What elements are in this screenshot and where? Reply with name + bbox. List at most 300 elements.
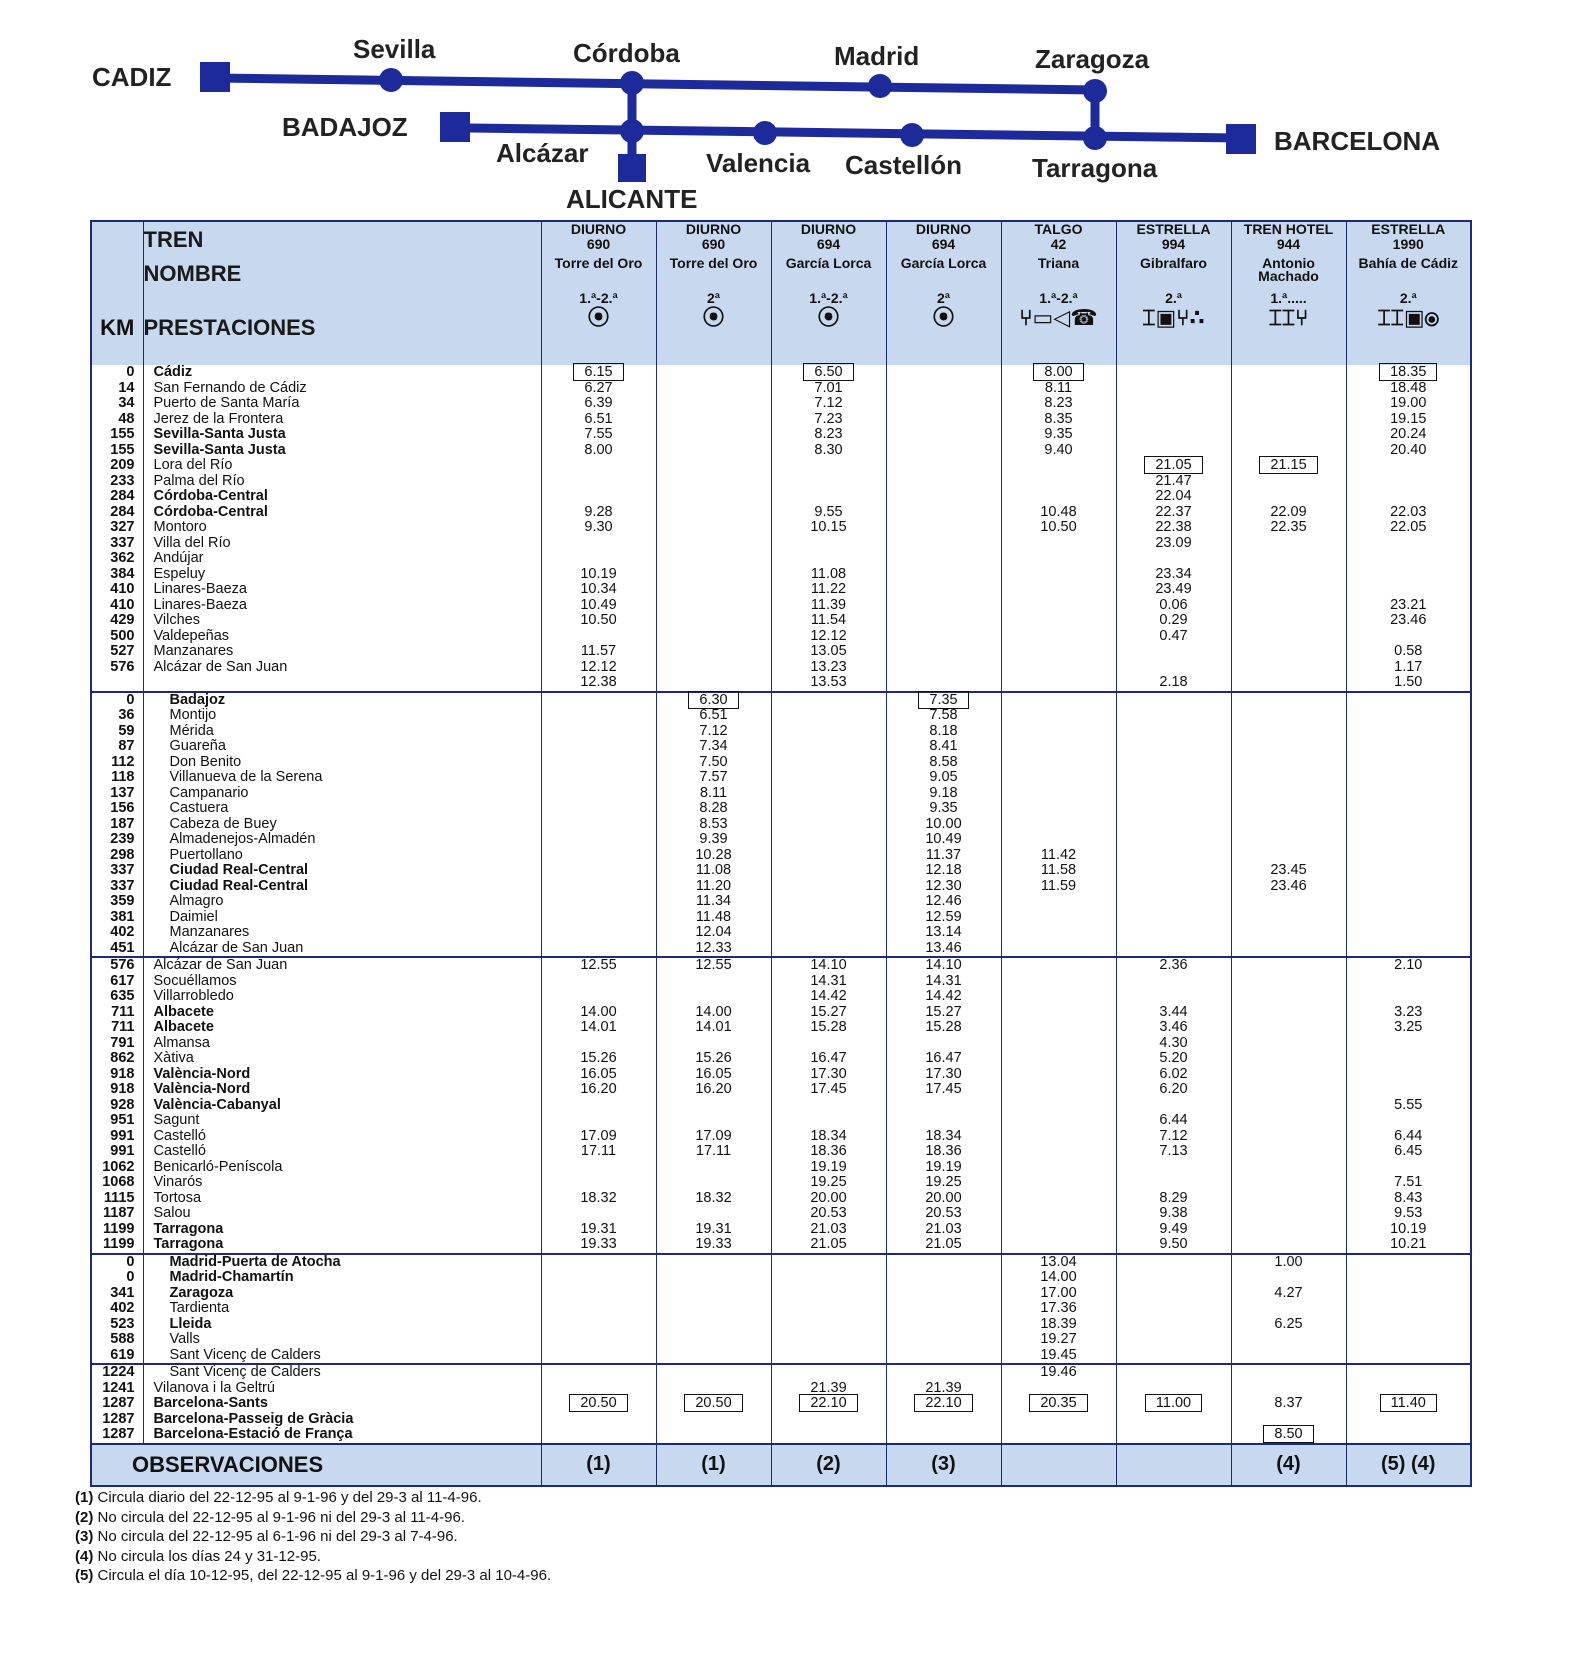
boxed-time: 21.15 [1259,456,1317,474]
time-cell: 2.10 [1346,957,1471,974]
time-cell: 14.00 [541,1005,656,1021]
time-cell [1231,365,1346,381]
time-cell: 10.49 [541,598,656,614]
train-class: 1.ª-2.ª [809,290,848,306]
train-type [1346,221,1471,257]
time-cell [1001,1129,1116,1145]
time-cell [1001,644,1116,660]
time-cell [1231,381,1346,397]
time-cell [1116,660,1231,676]
time-cell [1231,1036,1346,1052]
time-cell: 3.23 [1346,1005,1471,1021]
train-number: 690 [586,236,611,252]
timetable-row [91,1364,1471,1381]
time-cell: 10.15 [771,520,886,536]
time-cell [656,1317,771,1333]
train-services [541,291,656,365]
time-cell: 22.37 [1116,505,1231,521]
timetable-row [91,786,1471,802]
time-cell: 21.39 [886,1381,1001,1397]
time-cell [1116,365,1231,381]
time-cell: 6.51 [541,412,656,428]
timetable-row [91,863,1471,879]
time-cell-terminal [1116,1396,1231,1412]
timetable-row [91,1427,1471,1444]
time-cell: 9.49 [1116,1222,1231,1238]
km-value: 187 [91,817,143,833]
station-name: Palma del Río [153,473,245,489]
time-cell [1116,396,1231,412]
time-cell [1231,941,1346,958]
train-name [1116,257,1231,291]
timetable-row [91,989,1471,1005]
cutlery-icon: ⑂ [1176,305,1190,330]
time-cell: 8.23 [771,427,886,443]
timetable-row [91,708,1471,724]
km-value: 0 [91,1270,143,1286]
station-name: Alcázar de San Juan [153,659,288,675]
time-cell [1116,941,1231,958]
timetable-row [91,1175,1471,1191]
timetable-row [91,1036,1471,1052]
stop-castellon [900,123,924,147]
km-value: 337 [91,863,143,879]
time-cell [656,613,771,629]
time-cell [1001,989,1116,1005]
station-name: Sant Vicenç de Calders [143,1364,541,1381]
train-name [1001,257,1116,291]
time-cell [1001,708,1116,724]
station-name: València-Nord [153,1066,251,1082]
time-cell [1001,692,1116,709]
timetable-row [91,458,1471,474]
time-cell: 9.35 [886,801,1001,817]
time-cell [1231,412,1346,428]
time-cell [1116,381,1231,397]
station-name: Andújar [153,551,204,566]
timetable-row [91,1237,1471,1254]
time-cell: 16.05 [541,1067,656,1083]
terminal-badajoz [440,112,470,142]
time-cell [1001,817,1116,833]
train-type-label: ESTRELLA [1371,221,1446,237]
time-cell [1001,1160,1116,1176]
time-cell [1001,458,1116,474]
time-cell [1001,1191,1116,1207]
time-cell: 23.46 [1346,613,1471,629]
time-cell [1231,536,1346,552]
time-cell [1116,1412,1231,1428]
km-value: 341 [91,1286,143,1302]
time-cell [886,660,1001,676]
observaciones-label: OBSERVACIONES [91,1444,541,1486]
km-value: 1287 [91,1412,143,1428]
audio-icon: ◁ [1053,305,1071,330]
time-cell [656,381,771,397]
km-value: 402 [91,925,143,941]
km-value: 1199 [91,1222,143,1238]
time-cell-terminal [886,692,1001,709]
station-name: València-Cabanyal [153,1097,281,1113]
timetable-row [91,974,1471,990]
time-cell [656,396,771,412]
time-cell [1001,755,1116,771]
time-cell [541,724,656,740]
time-cell: 23.34 [1116,567,1231,583]
time-cell [541,801,656,817]
time-cell [886,458,1001,474]
footnote: (2) No circula del 22-12-95 al 9-1-96 ni del 29-3 al 11-4-96. [75,1508,465,1526]
time-cell: 12.59 [886,910,1001,926]
time-cell [886,1332,1001,1348]
timetable-row [91,396,1471,412]
km-value: 1287 [91,1396,143,1412]
km-value: 451 [91,941,143,958]
time-cell [656,443,771,459]
footnotes [75,1488,551,1586]
time-cell [771,910,886,926]
bed-icon: ⌶ [1390,305,1404,330]
time-cell: 2.18 [1116,675,1231,692]
train-name-label: Bahía de Cádiz [1358,255,1459,271]
time-cell: 17.45 [771,1082,886,1098]
boxed-time: 7.35 [918,691,968,709]
time-cell: 7.01 [771,381,886,397]
time-cell [1231,848,1346,864]
time-cell-terminal [771,1396,886,1412]
timetable-row [91,1222,1471,1238]
time-cell: 16.20 [541,1082,656,1098]
time-cell: 22.03 [1346,505,1471,521]
station-name: Villanueva de la Serena [169,770,323,785]
time-cell: 18.39 [1001,1317,1116,1333]
time-cell: 16.05 [656,1067,771,1083]
station-name: Almagro [169,894,224,909]
time-cell [1116,925,1231,941]
km-value: 337 [91,879,143,895]
terminal-alicante [618,154,646,182]
time-cell-terminal [771,365,886,381]
time-cell: 19.46 [1001,1364,1116,1381]
station-name: Ciudad Real-Central [169,863,309,878]
time-cell: 18.34 [771,1129,886,1145]
time-cell: 21.05 [886,1237,1001,1254]
restaurant-icon: ⦿ [932,305,955,330]
station-name: Campanario [169,785,249,801]
timetable-row [91,1206,1471,1222]
timetable-row [91,1286,1471,1302]
km-value: 1115 [91,1191,143,1207]
time-cell [656,675,771,692]
time-cell: 13.46 [886,941,1001,958]
km-value: 239 [91,832,143,848]
train-type-label: ESTRELLA [1136,221,1211,237]
time-cell: 11.34 [656,894,771,910]
timetable-row [91,1191,1471,1207]
time-cell [1116,1254,1231,1271]
time-cell: 8.53 [656,817,771,833]
train-type [656,221,771,257]
time-cell: 0.47 [1116,629,1231,645]
km-value: 402 [91,1301,143,1317]
time-cell [656,1286,771,1302]
time-cell [1231,474,1346,490]
train-type [1116,221,1231,257]
time-cell [1116,974,1231,990]
train-type [541,221,656,257]
time-cell: 8.35 [1001,412,1116,428]
timetable-row [91,1129,1471,1145]
timetable-row [91,1020,1471,1036]
time-cell [541,708,656,724]
time-cell [1231,1332,1346,1348]
time-cell [656,1364,771,1381]
time-cell: 17.00 [1001,1286,1116,1302]
time-cell: 19.45 [1001,1348,1116,1365]
time-cell: 7.12 [771,396,886,412]
station-name: Socuéllamos [153,973,237,989]
train-services [771,291,886,365]
label-alcazar: Alcázar [496,138,589,168]
time-cell [541,755,656,771]
km-value: 327 [91,520,143,536]
time-cell [1231,1005,1346,1021]
time-cell [1001,567,1116,583]
timetable-row [91,660,1471,676]
time-cell [1001,675,1116,692]
km-value: 410 [91,598,143,614]
time-cell [1346,1364,1471,1381]
time-cell-terminal [1001,1396,1116,1412]
time-cell [1346,817,1471,833]
footnote: (4) No circula los días 24 y 31-12-95. [75,1547,321,1565]
time-cell [656,1254,771,1271]
time-cell: 19.25 [886,1175,1001,1191]
time-cell [886,1364,1001,1381]
time-cell: 12.33 [656,941,771,958]
time-cell [1346,1036,1471,1052]
train-services [1231,291,1346,365]
time-cell [1346,489,1471,505]
boxed-time: 6.30 [688,691,738,709]
km-value: 1199 [91,1237,143,1254]
time-cell [1231,660,1346,676]
time-cell [771,1332,886,1348]
time-cell [1001,1237,1116,1254]
time-cell [1231,582,1346,598]
time-cell [1346,770,1471,786]
time-cell [1346,879,1471,895]
time-cell [656,629,771,645]
station-name: Cabeza de Buey [169,816,277,832]
time-cell [1116,1098,1231,1114]
time-cell-terminal [656,692,771,709]
terminal-cadiz [200,62,230,92]
time-cell: 11.57 [541,644,656,660]
observacion-ref: (2) [771,1444,886,1486]
time-cell: 8.41 [886,739,1001,755]
time-cell [541,1098,656,1114]
time-cell [541,1332,656,1348]
time-cell: 14.42 [771,989,886,1005]
restaurant-icon: ⦿ [817,305,840,330]
time-cell [1116,863,1231,879]
train-name [1346,257,1471,291]
time-cell [656,412,771,428]
time-cell: 8.18 [886,724,1001,740]
time-cell: 19.19 [886,1160,1001,1176]
train-type-label: DIURNO [800,221,857,237]
time-cell [1001,1113,1116,1129]
time-cell: 22.09 [1231,505,1346,521]
time-cell [1346,894,1471,910]
time-cell-terminal [656,1396,771,1412]
time-cell [1231,770,1346,786]
km-value: 87 [91,739,143,755]
time-cell: 16.47 [886,1051,1001,1067]
time-cell [886,520,1001,536]
time-cell: 20.40 [1346,443,1471,459]
timetable [90,220,1472,1487]
time-cell-terminal [1346,365,1471,381]
time-cell [1346,1348,1471,1365]
time-cell [1116,412,1231,428]
time-cell: 21.39 [771,1381,886,1397]
time-cell [656,474,771,490]
timetable-row [91,1301,1471,1317]
timetable-row [91,1254,1471,1271]
timetable-row [91,739,1471,755]
time-cell: 12.30 [886,879,1001,895]
time-cell: 20.24 [1346,427,1471,443]
time-cell [1346,974,1471,990]
timetable-row [91,582,1471,598]
time-cell-terminal [1346,1396,1471,1412]
stop-sevilla [379,68,403,92]
time-cell [886,644,1001,660]
km-value: 155 [91,427,143,443]
train-class: 2ª [707,290,720,306]
time-cell [541,1254,656,1271]
time-cell [541,1427,656,1444]
time-cell [886,1254,1001,1271]
time-cell [771,848,886,864]
km-value: 233 [91,474,143,490]
station-name: Don Benito [169,754,242,770]
time-cell [1346,1051,1471,1067]
time-cell [886,1348,1001,1365]
time-cell: 9.28 [541,505,656,521]
timetable-row [91,770,1471,786]
time-cell: 9.38 [1116,1206,1231,1222]
time-cell [771,879,886,895]
time-cell: 19.33 [656,1237,771,1254]
time-cell: 20.00 [886,1191,1001,1207]
time-cell [541,925,656,941]
label-badajoz: BADAJOZ [282,112,408,142]
station-name: Benicarló-Peníscola [153,1159,283,1175]
time-cell [541,551,656,567]
km-value: 384 [91,567,143,583]
train-type [1001,221,1116,257]
time-cell: 8.30 [771,443,886,459]
train-class: 2.ª [1165,290,1182,306]
km-value: 155 [91,443,143,459]
km-value: 862 [91,1051,143,1067]
km-value: 635 [91,989,143,1005]
time-cell: 17.09 [656,1129,771,1145]
timetable-row [91,925,1471,941]
time-cell [1231,644,1346,660]
train-class: 2ª [937,290,950,306]
time-cell [656,1160,771,1176]
time-cell [886,1427,1001,1444]
time-cell [1001,582,1116,598]
time-cell [1001,974,1116,990]
timetable-row [91,536,1471,552]
km-value: 791 [91,1036,143,1052]
time-cell [1231,894,1346,910]
train-name [771,257,886,291]
time-cell [541,474,656,490]
station-name: Villa del Río [153,535,231,551]
time-cell [1231,629,1346,645]
time-cell [1346,1254,1471,1271]
station-name: Barcelona-Passeig de Gràcia [153,1411,354,1427]
km-value: 991 [91,1144,143,1160]
time-cell [656,520,771,536]
train-class: 2.ª [1399,290,1417,306]
time-cell [541,941,656,958]
time-cell [886,489,1001,505]
time-cell: 11.08 [656,863,771,879]
time-cell: 17.36 [1001,1301,1116,1317]
train-name-label: Triana [1037,255,1080,271]
time-cell [771,1286,886,1302]
time-cell: 16.20 [656,1082,771,1098]
time-cell [1346,582,1471,598]
terminal-barcelona [1226,124,1256,154]
train-type-label: TREN HOTEL [1243,221,1334,237]
timetable-row [91,1396,1471,1412]
label-castellon: Castellón [845,150,963,180]
time-cell [1001,1427,1116,1444]
station-name: Puertollano [169,847,243,863]
station-name: Badajoz [143,692,541,709]
station-name: Lleida [169,1316,212,1332]
footnote: (1) Circula diario del 22-12-95 al 9-1-96 y del 29-3 al 11-4-96. [75,1489,482,1506]
time-cell: 14.01 [656,1020,771,1036]
time-cell: 10.21 [1346,1237,1471,1254]
timetable-row [91,724,1471,740]
time-cell: 4.27 [1231,1286,1346,1302]
station-name: Montoro [153,520,207,535]
station-name: Alcázar de San Juan [143,957,541,974]
time-cell [886,443,1001,459]
time-cell [1346,1082,1471,1098]
time-cell [886,1098,1001,1114]
time-cell: 12.55 [541,957,656,974]
km-value: 59 [91,724,143,740]
stop-madrid [868,74,892,98]
train-services [656,291,771,365]
time-cell: 0.29 [1116,613,1231,629]
time-cell [771,692,886,709]
time-cell [1346,536,1471,552]
time-cell [1231,1067,1346,1083]
km-value: 14 [91,381,143,397]
time-cell [656,567,771,583]
